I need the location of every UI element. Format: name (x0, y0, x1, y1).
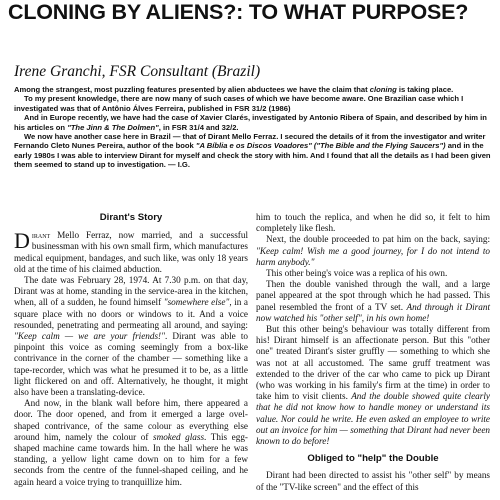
body-paragraph: This other being's voice was a replica of his own. (266, 268, 448, 279)
body-paragraph: Dirant Mello Ferraz, now married, and a successful businessman with his own small firm, which manufactures medical equipment, bandages, and such like, was only 18 years old at the time of his claimed abduction. (14, 228, 248, 274)
intro-paragraph: We now have another case here in Brazil — that of Dirant Mello Ferraz. I secured the details of it from the investigator and writer Fernando Cleto Nunes Pereira, author of the book "A Bíblia e os Discos Voadores" ("The Bible and the Flying Saucers") and in the early 1980s I was able to interview Dirant for myself and check the story with him. And I found that all the details as I had been given them seemed to stand up to investigation. — I.G. (14, 132, 491, 170)
body-paragraph: Next, the double proceeded to pat him on the back, saying: "Keep calm! Wish me a good journey, for I do not intend to harm anybody." (256, 234, 490, 267)
article-title: CLONING BY ALIENS?: TO WHAT PURPOSE? (8, 0, 469, 24)
article-intro (14, 85, 492, 170)
left-column (14, 212, 248, 488)
body-paragraph: The date was February 28, 1974. At 7.30 p.m. on that day, Dirant was at home, standing in the service-area in the kitchen, when, all of a sudden, he found himself "somewhere else", in a square place with no doors or windows to it. And a voice resounded, penetrating and permeating all around, and saying: "Keep calm — we are your friends!". Dirant was able to pinpoint this voice as coming seemingly from a box-like contrivance in the corner of the chamber — something like a tape-recorder, which was what he presumed it to be, as a little light flickered on and off. Alternatively, he thought, it might also have been a translating-device. (14, 275, 248, 398)
intro-paragraph: And in Europe recently, we have had the case of Xavier Clarés, investigated by Antonio Ribera of Spain, and described by him in his articles on "The Jinn & The Dolmen", in FSR 31/4 and 32/2. (14, 113, 487, 132)
intro-paragraph: To my present knowledge, there are now many of such cases of which we have become aware. One Brazilian case which I investigated was that of Antônio Álves Ferreira, published in FSR 31/2 (1986) (14, 94, 464, 113)
body-paragraph: him to touch the replica, and when he did so, it felt to him completely like flesh. (256, 212, 490, 234)
right-column (256, 212, 490, 493)
body-paragraph: But this other being's behaviour was totally different from his! Dirant himself is an affectionate person. But this "other one" treated Dirant's sister gruffly — something to which she was not at all accustomed. The same gruff treatment was extended to the driver of the car who came to pick up Dirant (who was working in his family's firm at the time) in order to take him to visit clients. And the double showed quite clearly that he did not know how to handle money or understand its value. Nor could he write. He even asked an employee to write out an invoice for him — something that Dirant had never been known to do before! (256, 324, 490, 447)
section-heading: Dirant's Story (99, 212, 163, 223)
section-heading: Obliged to "help" the Double (307, 453, 439, 465)
article-byline: Irene Granchi, FSR Consultant (Brazil) (14, 63, 261, 80)
body-paragraph: Dirant had been directed to assist his "other self" by means of the "TV-like screen" and the effect of this (256, 470, 490, 492)
body-paragraph: Then the double vanished through the wall, and a large panel appeared at the spot through which he had passed. This panel resembled the front of a TV set. And through it Dirant now watched his "other self", in his own home! (256, 279, 490, 323)
drop-cap: D (14, 228, 30, 254)
intro-paragraph: Among the strangest, most puzzling features presented by alien abductees we have the claim that cloning is taking place. (14, 85, 454, 94)
body-paragraph: And now, in the blank wall before him, there appeared a door. The door opened, and from it emerged a large ovel-shaped contrivance, of the same colour as everything else around him, namely the colour of smoked glass. This egg-shaped machine came towards him. In the hall where he was standing, a yellow light came down on to him for a few seconds from the centre of the funnel-shaped ceiling, and he again heard a voice trying to tranquillize him. (14, 398, 248, 487)
